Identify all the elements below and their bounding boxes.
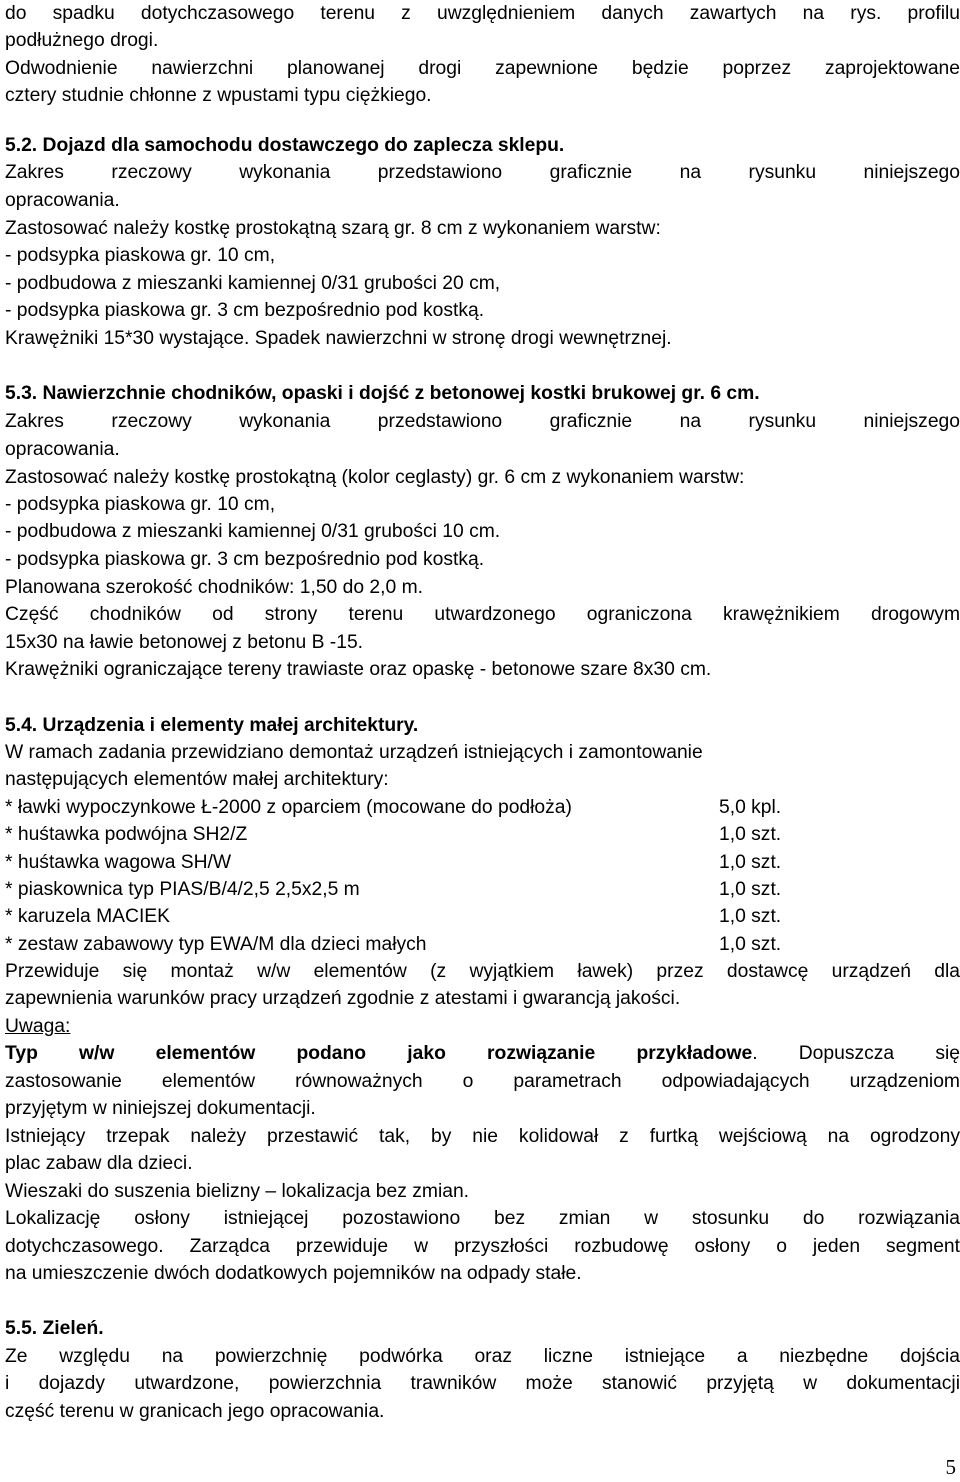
equipment-name: * huśtawka wagowa SH/W	[5, 852, 232, 873]
paragraph-line: zapewnienia warunków pracy urządzeń zgodnie z atestami i gwarancją jakości.	[5, 988, 681, 1009]
equipment-name: * ławki wypoczynkowe Ł-2000 z oparciem (mocowane do podłoża)	[5, 797, 572, 818]
section-heading-5-3: 5.3. Nawierzchnie chodników, opaski i dojść z betonowej kostki brukowej gr. 6 cm.	[5, 383, 760, 404]
paragraph-line: Krawężniki 15*30 wystające. Spadek nawierzchni w stronę drogi wewnętrznej.	[5, 328, 672, 349]
note-rest: . Dopuszcza się	[752, 1043, 960, 1064]
intro-line: Odwodnienie nawierzchni planowanej drogi zapewnione będzie poprzez zaprojektowane	[5, 58, 960, 79]
layer-item: - podsypka piaskowa gr. 3 cm bezpośrednio pod kostką.	[5, 549, 485, 570]
equipment-qty: 1,0 szt.	[719, 934, 782, 955]
equipment-qty: 1,0 szt.	[719, 879, 782, 900]
note-line: przyjętym w niniejszej dokumentacji.	[5, 1098, 316, 1119]
layer-item: - podbudowa z mieszanki kamiennej 0/31 grubości 20 cm,	[5, 273, 501, 294]
paragraph-line: Zakres rzeczowy wykonania przedstawiono graficznie na rysunku niniejszego	[5, 162, 960, 183]
paragraph-line: Część chodników od strony terenu utwardzonego ograniczona krawężnikiem drogowym	[5, 604, 960, 625]
paragraph-line: Istniejący trzepak należy przestawić tak, by nie kolidował z furtką wejściową na ogrodzony	[5, 1126, 960, 1147]
equipment-item	[5, 794, 960, 821]
layer-item: - podbudowa z mieszanki kamiennej 0/31 grubości 10 cm.	[5, 521, 501, 542]
paragraph-line: Lokalizację osłony istniejącej pozostawiono bez zmian w stosunku do rozwiązania	[5, 1208, 960, 1229]
layer-item: - podsypka piaskowa gr. 10 cm,	[5, 245, 276, 266]
section-heading-5-4: 5.4. Urządzenia i elementy małej architektury.	[5, 715, 419, 736]
paragraph-line: opracowania.	[5, 439, 120, 460]
equipment-item	[5, 849, 960, 876]
paragraph-line: 15x30 na ławie betonowej z betonu B -15.	[5, 632, 364, 653]
layer-item: - podsypka piaskowa gr. 10 cm,	[5, 494, 276, 515]
equipment-qty: 1,0 szt.	[719, 824, 782, 845]
paragraph-line: następujących elementów małej architektury:	[5, 769, 389, 790]
paragraph-line: Wieszaki do suszenia bielizny – lokalizacja bez zmian.	[5, 1181, 470, 1202]
equipment-qty: 1,0 szt.	[719, 852, 782, 873]
layer-item: - podsypka piaskowa gr. 3 cm bezpośrednio pod kostką.	[5, 300, 485, 321]
equipment-qty: 1,0 szt.	[719, 906, 782, 927]
paragraph-line: plac zabaw dla dzieci.	[5, 1153, 193, 1174]
paragraph-line: Krawężniki ograniczające tereny trawiaste oraz opaskę - betonowe szare 8x30 cm.	[5, 659, 712, 680]
paragraph-line: Zastosować należy kostkę prostokątną szarą gr. 8 cm z wykonaniem warstw:	[5, 218, 661, 239]
paragraph-line: na umieszczenie dwóch dodatkowych pojemników na odpady stałe.	[5, 1263, 582, 1284]
equipment-name: * karuzela MACIEK	[5, 906, 171, 927]
intro-line: do spadku dotychczasowego terenu z uwzględnieniem danych zawartych na rys. profilu	[5, 3, 960, 24]
equipment-item	[5, 821, 960, 848]
paragraph-line: Zakres rzeczowy wykonania przedstawiono graficznie na rysunku niniejszego	[5, 411, 960, 432]
paragraph-line: Planowana szerokość chodników: 1,50 do 2,0 m.	[5, 577, 424, 598]
equipment-qty: 5,0 kpl.	[719, 797, 782, 818]
equipment-item	[5, 903, 960, 930]
equipment-item	[5, 931, 960, 958]
paragraph-line: opracowania.	[5, 190, 120, 211]
page-number: 5	[945, 1455, 956, 1479]
paragraph-line: część terenu w granicach jego opracowania.	[5, 1401, 385, 1422]
equipment-name: * huśtawka podwójna SH2/Z	[5, 824, 248, 845]
paragraph-line: dotychczasowego. Zarządca przewiduje w przyszłości rozbudowę osłony o jeden segment	[5, 1236, 960, 1257]
paragraph-line: Ze względu na powierzchnię podwórka oraz liczne istniejące a niezbędne dojścia	[5, 1346, 960, 1367]
section-heading-5-2: 5.2. Dojazd dla samochodu dostawczego do zaplecza sklepu.	[5, 135, 565, 156]
paragraph-line: Przewiduje się montaż w/w elementów (z wyjątkiem ławek) przez dostawcę urządzeń dla	[5, 961, 960, 982]
equipment-name: * piaskownica typ PIAS/B/4/2,5 2,5x2,5 m	[5, 879, 360, 900]
paragraph-line: i dojazdy utwardzone, powierzchnia trawników może stanowić przyjętą w dokumentacji	[5, 1373, 960, 1394]
equipment-name: * zestaw zabawowy typ EWA/M dla dzieci małych	[5, 934, 427, 955]
equipment-item	[5, 876, 960, 903]
note-line	[5, 1040, 960, 1067]
note-label: Uwaga:	[5, 1016, 71, 1037]
paragraph-line: Zastosować należy kostkę prostokątną (kolor ceglasty) gr. 6 cm z wykonaniem warstw:	[5, 467, 745, 488]
intro-line: cztery studnie chłonne z wpustami typu ciężkiego.	[5, 85, 432, 106]
intro-line: podłużnego drogi.	[5, 30, 159, 51]
paragraph-line: W ramach zadania przewidziano demontaż urządzeń istniejących i zamontowanie	[5, 742, 703, 763]
note-emphasis: Typ w/w elementów podano jako rozwiązanie przykładowe	[5, 1043, 753, 1064]
note-line: zastosowanie elementów równoważnych o parametrach odpowiadających urządzeniom	[5, 1071, 960, 1092]
section-heading-5-5: 5.5. Zieleń.	[5, 1318, 104, 1339]
